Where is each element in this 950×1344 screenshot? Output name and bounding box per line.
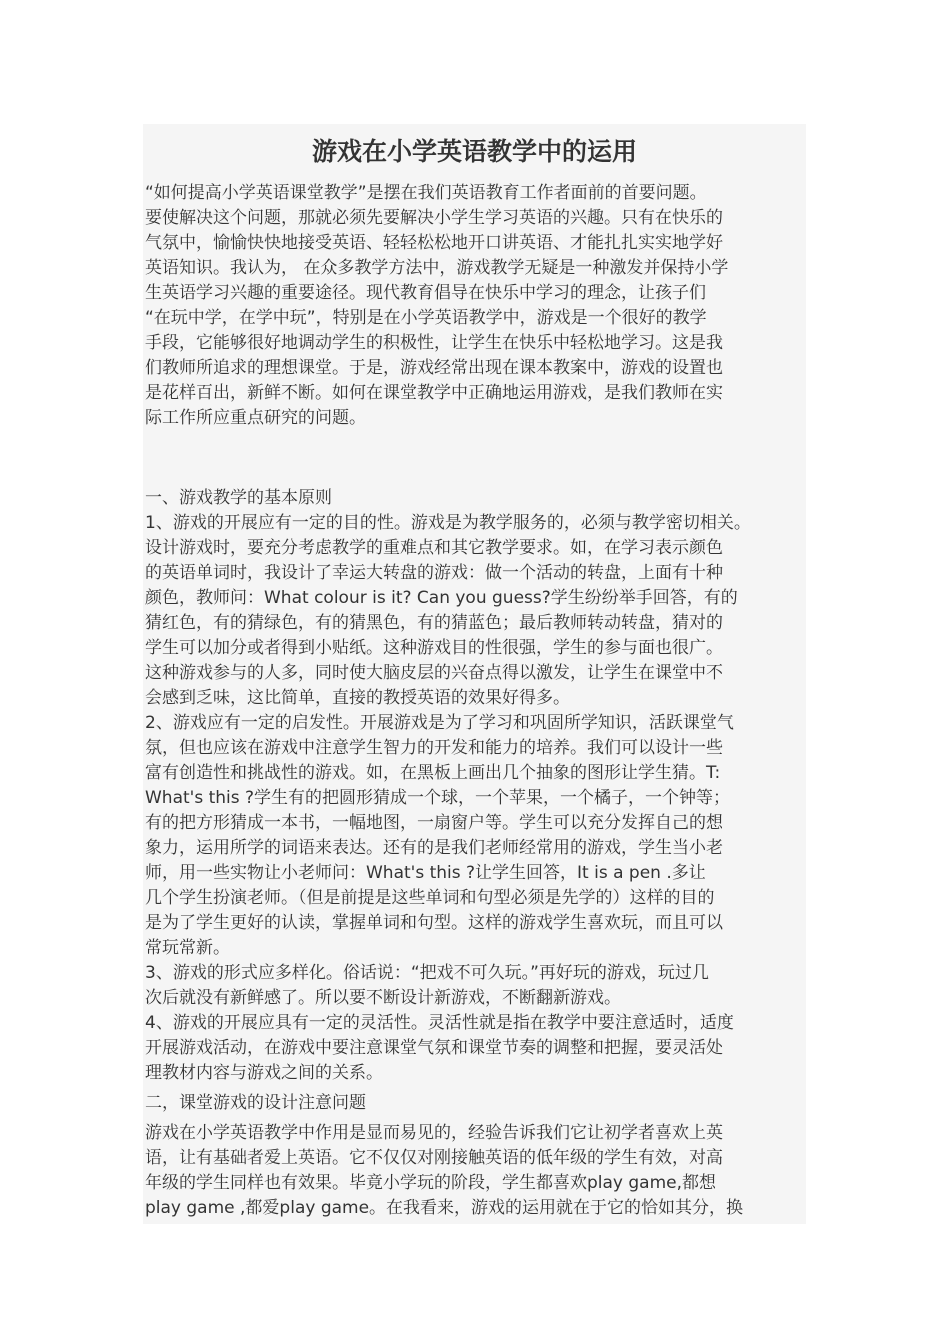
paragraph-line: 语，让有基础者爱上英语。它不仅仅对刚接触英语的低年级的学生有效，对高	[145, 1148, 723, 1168]
paragraph-line: 要使解决这个问题，那就必须先要解决小学生学习英语的兴趣。只有在快乐的	[145, 208, 723, 228]
paragraph-line: 英语知识。我认为， 在众多教学方法中，游戏教学无疑是一种激发并保持小学	[145, 258, 729, 278]
paragraph-line: 的英语单词时，我设计了幸运大转盘的游戏：做一个活动的转盘，上面有十种	[145, 563, 723, 583]
paragraph-line: 颜色，教师问：What colour is it? Can you guess?学生纷纷举手回答，有的	[145, 588, 738, 608]
paragraph-line: 这种游戏参与的人多，同时使大脑皮层的兴奋点得以激发，让学生在课堂中不	[145, 663, 723, 683]
paragraph-line: 猜红色，有的猜绿色，有的猜黑色，有的猜蓝色；最后教师转动转盘，猜对的	[145, 613, 723, 633]
paragraph-line: 会感到乏味，这比简单，直接的教授英语的效果好得多。	[145, 688, 570, 708]
paragraph-line: 1、游戏的开展应有一定的目的性。游戏是为教学服务的，必须与教学密切相关。	[145, 513, 751, 533]
paragraph-line: 有的把方形猜成一本书，一幅地图，一扇窗户等。学生可以充分发挥自己的想	[145, 813, 723, 833]
paragraph-line: play game ,都爱play game。在我看来，游戏的运用就在于它的恰如其分，换	[145, 1198, 744, 1218]
paragraph-line: 象力，运用所学的词语来表达。还有的是我们老师经常用的游戏，学生当小老	[145, 838, 723, 858]
paragraph-line: 学生可以加分或者得到小贴纸。这种游戏目的性很强，学生的参与面也很广。	[145, 638, 723, 658]
paragraph-line: 次后就没有新鲜感了。所以要不断设计新游戏，不断翻新游戏。	[145, 988, 621, 1008]
paragraph-line: 设计游戏时，要充分考虑教学的重难点和其它教学要求。如，在学习表示颜色	[145, 538, 723, 558]
paragraph-line: 常玩常新。	[145, 938, 230, 958]
paragraph-line: 师，用一些实物让小老师问：What's this ?让学生回答，It is a pen .多让	[145, 863, 706, 883]
paragraph-line: What's this ?学生有的把圆形猜成一个球，一个苹果，一个橘子，一个钟等；	[145, 788, 731, 808]
paragraph-line: 开展游戏活动，在游戏中要注意课堂气氛和课堂节奏的调整和把握，要灵活处	[145, 1038, 723, 1058]
paragraph-line: 氛，但也应该在游戏中注意学生智力的开发和能力的培养。我们可以设计一些	[145, 738, 723, 758]
paragraph-line: 气氛中，愉愉快快地接受英语、轻轻松松地开口讲英语、才能扎扎实实地学好	[145, 233, 723, 253]
section-heading: 一、游戏教学的基本原则	[145, 488, 332, 508]
paragraph-line: 际工作所应重点研究的问题。	[145, 408, 366, 428]
paragraph-line: 年级的学生同样也有效果。毕竟小学玩的阶段，学生都喜欢play game,都想	[145, 1173, 717, 1193]
paragraph-line: 手段，它能够很好地调动学生的积极性，让学生在快乐中轻松地学习。这是我	[145, 333, 723, 353]
paragraph-line: 2、游戏应有一定的启发性。开展游戏是为了学习和巩固所学知识，活跃课堂气	[145, 713, 734, 733]
paragraph-line: “如何提高小学英语课堂教学”是摆在我们英语教育工作者面前的首要问题。	[145, 183, 707, 203]
paragraph-line: 3、游戏的形式应多样化。俗话说：“把戏不可久玩。”再好玩的游戏，玩过几	[145, 963, 709, 983]
document-title: 游戏在小学英语教学中的运用	[311, 137, 637, 166]
paragraph-line: 们教师所追求的理想课堂。于是，游戏经常出现在课本教案中，游戏的设置也	[145, 358, 723, 378]
paragraph-line: 理教材内容与游戏之间的关系。	[145, 1063, 383, 1083]
paragraph-line: “在玩中学，在学中玩”，特别是在小学英语教学中，游戏是一个很好的教学	[145, 308, 707, 328]
paragraph-line: 富有创造性和挑战性的游戏。如，在黑板上画出几个抽象的图形让学生猜。T:	[145, 763, 721, 783]
paragraph-line: 生英语学习兴趣的重要途径。现代教育倡导在快乐中学习的理念，让孩子们	[145, 283, 706, 303]
paragraph-line: 4、游戏的开展应具有一定的灵活性。灵活性就是指在教学中要注意适时，适度	[145, 1013, 734, 1033]
paragraph-line: 是花样百出，新鲜不断。如何在课堂教学中正确地运用游戏，是我们教师在实	[145, 383, 723, 403]
paragraph-line: 几个学生扮演老师。（但是前提是这些单词和句型必须是先学的）这样的目的	[145, 888, 715, 908]
paragraph-line: 是为了学生更好的认读，掌握单词和句型。这样的游戏学生喜欢玩，而且可以	[145, 913, 723, 933]
paragraph-line: 游戏在小学英语教学中作用是显而易见的，经验告诉我们它让初学者喜欢上英	[145, 1123, 723, 1143]
section-heading: 二，课堂游戏的设计注意问题	[145, 1093, 366, 1113]
